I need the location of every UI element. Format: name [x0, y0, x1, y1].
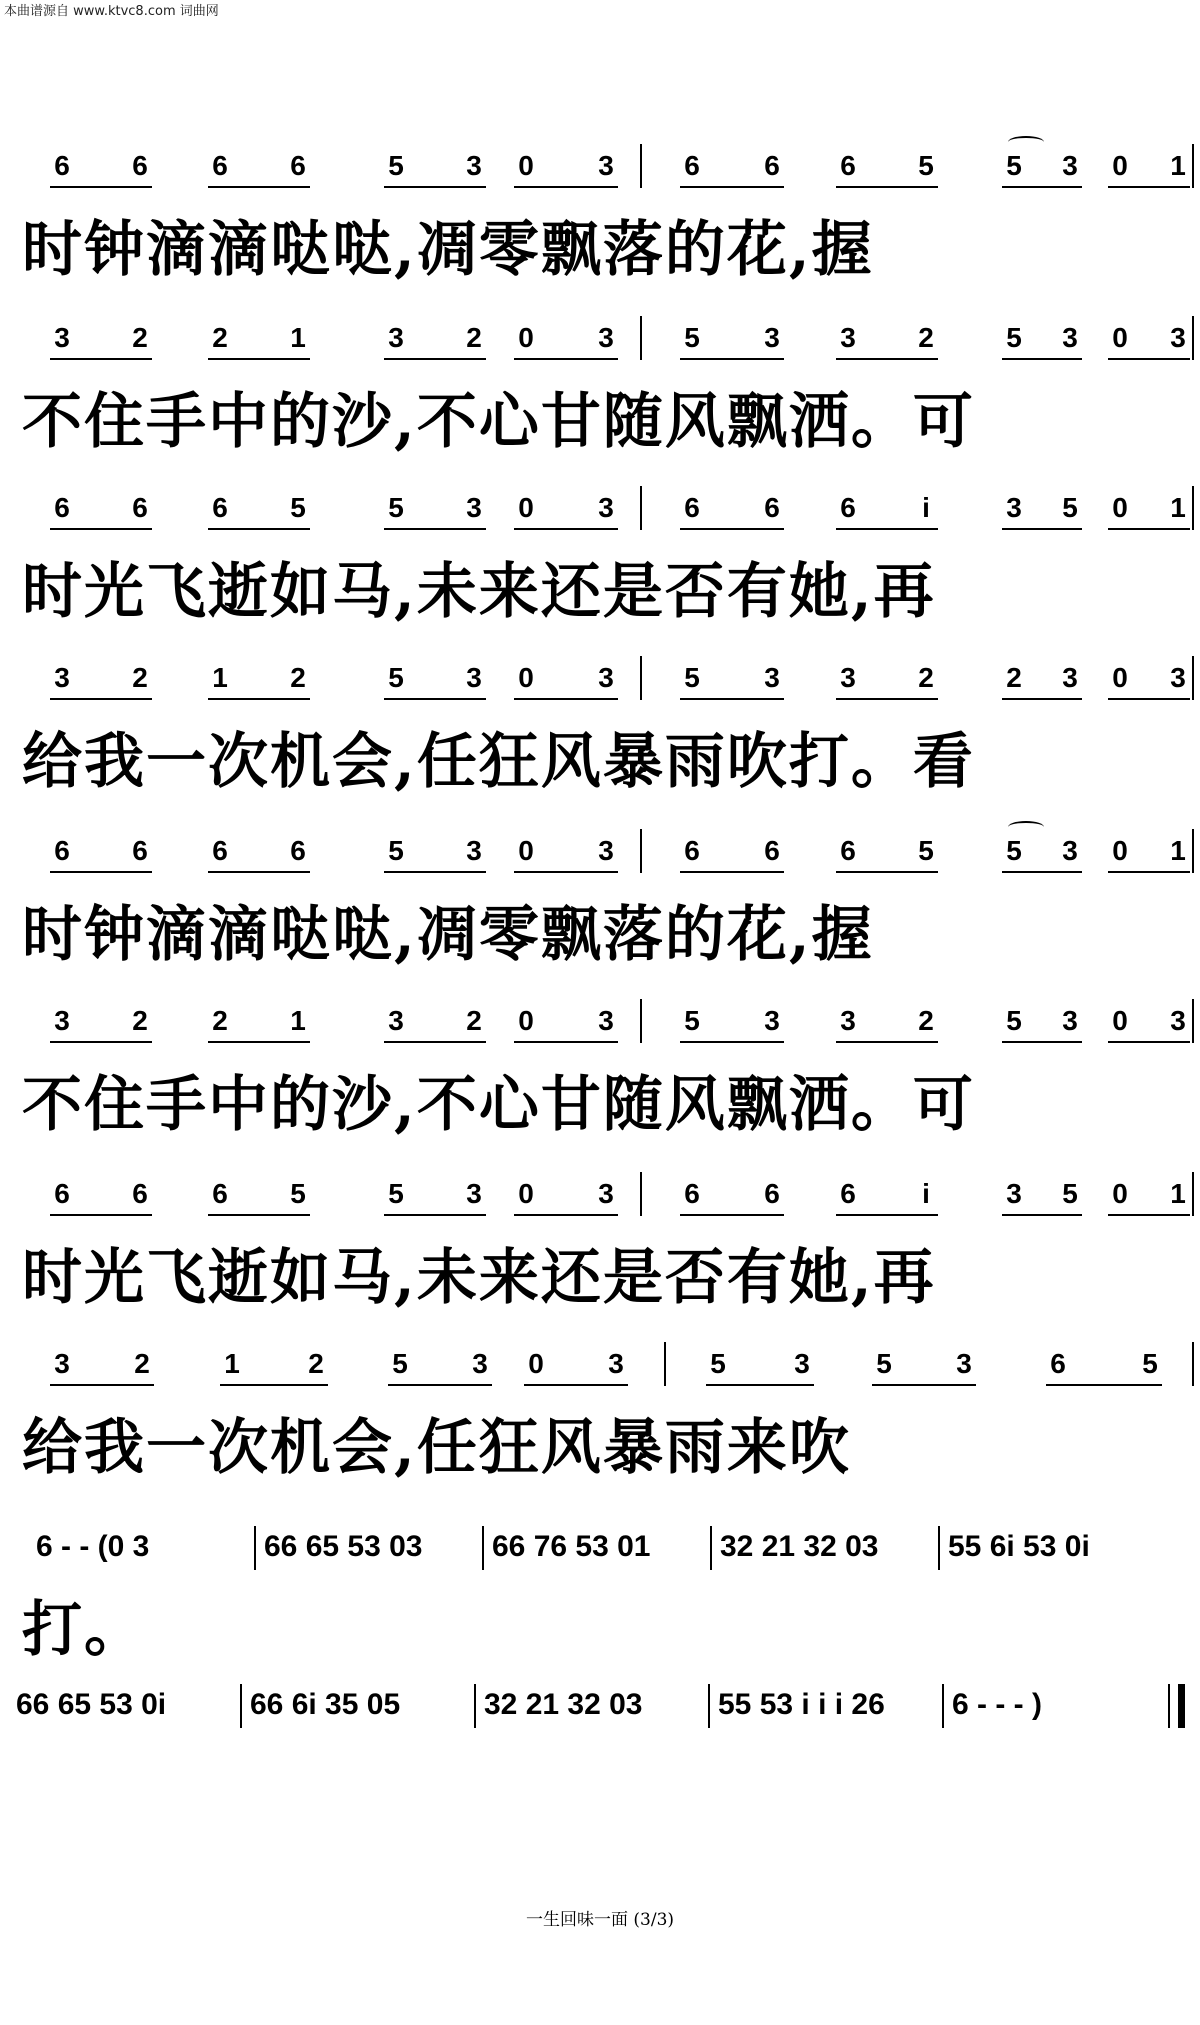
note: 2 [918, 322, 934, 353]
beam-underline [836, 1214, 938, 1216]
notation-row [0, 1178, 1200, 1218]
note: 3 [598, 1178, 614, 1209]
notation-row [0, 1005, 1200, 1045]
beam-underline [50, 698, 152, 700]
note: 2 [134, 1348, 150, 1379]
beam-underline [836, 698, 938, 700]
beam-underline [1108, 358, 1190, 360]
note: 1 [212, 662, 228, 693]
beam-underline [1108, 698, 1190, 700]
note: 6 [840, 835, 856, 866]
note: 2 [466, 322, 482, 353]
note: 2 [918, 662, 934, 693]
note: 5 [710, 1348, 726, 1379]
note: 6 [212, 835, 228, 866]
beam-underline [208, 186, 310, 188]
note: i [922, 1178, 930, 1209]
beam-underline [514, 871, 618, 873]
beam-underline [50, 528, 152, 530]
note: 6 [212, 492, 228, 523]
beam-underline [514, 358, 618, 360]
note: 2 [132, 1005, 148, 1036]
lyric-line: 时钟滴滴哒哒,凋零飘落的花,握 [22, 900, 874, 970]
beam-underline [208, 528, 310, 530]
beam-underline [208, 1041, 310, 1043]
note: 2 [308, 1348, 324, 1379]
note: 0 [518, 662, 534, 693]
note: 3 [956, 1348, 972, 1379]
beam-underline [1002, 1214, 1082, 1216]
notation-row [0, 150, 1200, 190]
beam-underline [1002, 698, 1082, 700]
note: 3 [466, 150, 482, 181]
note: 0 [1112, 662, 1128, 693]
note: 2 [1006, 662, 1022, 693]
beam-underline [220, 1384, 328, 1386]
notation-row [0, 835, 1200, 875]
note: 6 [764, 835, 780, 866]
tie-mark [1008, 821, 1044, 833]
note: 3 [764, 322, 780, 353]
lyric-line: 给我一次机会,任狂风暴雨吹打。看 [22, 727, 975, 797]
note: 6 [54, 150, 70, 181]
beam-underline [836, 358, 938, 360]
note: 5 [290, 492, 306, 523]
note: 5 [1006, 835, 1022, 866]
bar-line [1192, 144, 1194, 188]
note: 0 [1112, 492, 1128, 523]
note: 3 [764, 1005, 780, 1036]
beam-underline [50, 186, 152, 188]
note: 5 [684, 662, 700, 693]
note: 6 [1050, 1348, 1066, 1379]
note: 6 [764, 1178, 780, 1209]
note: 3 [1170, 662, 1186, 693]
beam-underline [1002, 358, 1082, 360]
note: 2 [132, 322, 148, 353]
beam-underline [384, 1041, 486, 1043]
note: 6 [290, 835, 306, 866]
note: 6 [132, 835, 148, 866]
note: 6 [54, 492, 70, 523]
note: 3 [794, 1348, 810, 1379]
bar-line [708, 1684, 710, 1728]
bar-line [1192, 999, 1194, 1043]
notation-row [0, 1348, 1200, 1388]
interlude-line-2 [10, 1688, 1180, 1734]
note: 3 [466, 662, 482, 693]
note: 6 [840, 1178, 856, 1209]
note: 5 [1006, 322, 1022, 353]
note: 5 [388, 150, 404, 181]
beam-underline [208, 698, 310, 700]
bar-line [1192, 486, 1194, 530]
bar-line [640, 656, 642, 700]
note: 6 [132, 150, 148, 181]
bar-line [942, 1684, 944, 1728]
beam-underline [680, 528, 784, 530]
note: 3 [388, 322, 404, 353]
bar-line [664, 1342, 666, 1386]
note: 6 [54, 835, 70, 866]
beam-underline [208, 358, 310, 360]
note: 3 [598, 322, 614, 353]
beam-underline [514, 186, 618, 188]
note: 1 [290, 322, 306, 353]
note: 6 [132, 492, 148, 523]
bar-line [482, 1526, 484, 1570]
note: 3 [840, 662, 856, 693]
lyric-line: 不住手中的沙,不心甘随风飘洒。可 [22, 1070, 975, 1140]
note: 5 [392, 1348, 408, 1379]
bar-line [640, 999, 642, 1043]
note: 3 [1062, 322, 1078, 353]
note: 1 [1170, 1178, 1186, 1209]
note: 5 [1062, 1178, 1078, 1209]
note: 0 [518, 492, 534, 523]
note: 6 [684, 1178, 700, 1209]
note: 6 [684, 835, 700, 866]
beam-underline [836, 528, 938, 530]
measure: 32 21 32 03 [484, 1688, 643, 1721]
note: 3 [472, 1348, 488, 1379]
beam-underline [1002, 871, 1082, 873]
note: 3 [1006, 492, 1022, 523]
note: 6 [764, 492, 780, 523]
lyric-line-end: 打。 [22, 1595, 146, 1665]
beam-underline [514, 528, 618, 530]
note: 1 [224, 1348, 240, 1379]
bar-line [640, 829, 642, 873]
note: 3 [598, 492, 614, 523]
notation-row [0, 322, 1200, 362]
bar-line [710, 1526, 712, 1570]
measure: 6 - - - ) [952, 1688, 1042, 1721]
interlude-line-1 [30, 1530, 1170, 1576]
beam-underline [388, 1384, 492, 1386]
measure: 32 21 32 03 [720, 1530, 879, 1563]
bar-line [640, 486, 642, 530]
beam-underline [1002, 1041, 1082, 1043]
measure: 66 65 53 03 [264, 1530, 423, 1563]
note: 3 [598, 835, 614, 866]
note: 3 [1170, 1005, 1186, 1036]
beam-underline [50, 871, 152, 873]
beam-underline [836, 1041, 938, 1043]
note: 3 [840, 322, 856, 353]
note: 6 [212, 150, 228, 181]
note: 3 [54, 662, 70, 693]
note: 3 [1062, 150, 1078, 181]
beam-underline [836, 186, 938, 188]
final-barline-thin [1168, 1684, 1170, 1728]
note: 2 [132, 662, 148, 693]
note: 3 [466, 492, 482, 523]
beam-underline [384, 186, 486, 188]
beam-underline [208, 1214, 310, 1216]
final-barline [1178, 1684, 1185, 1728]
note: 5 [290, 1178, 306, 1209]
beam-underline [680, 358, 784, 360]
beam-underline [836, 871, 938, 873]
beam-underline [384, 871, 486, 873]
note: 5 [388, 662, 404, 693]
page-footer: 一生回味一面 (3/3) [525, 1910, 675, 1930]
lyric-line: 不住手中的沙,不心甘随风飘洒。可 [22, 387, 975, 457]
beam-underline [680, 871, 784, 873]
bar-line [1192, 1172, 1194, 1216]
beam-underline [680, 186, 784, 188]
source-header: 本曲谱源自 www.ktvc8.com 词曲网 [4, 4, 219, 19]
measure: 55 53 i i i 26 [718, 1688, 885, 1721]
note: 6 [764, 150, 780, 181]
measure: 66 6i 35 05 [250, 1688, 401, 1721]
beam-underline [1046, 1384, 1162, 1386]
note: 6 [840, 492, 856, 523]
bar-line [1192, 1342, 1194, 1386]
bar-line [240, 1684, 242, 1728]
note: 5 [388, 492, 404, 523]
note: 1 [1170, 835, 1186, 866]
beam-underline [514, 698, 618, 700]
beam-underline [384, 698, 486, 700]
notation-row [0, 492, 1200, 532]
note: 6 [212, 1178, 228, 1209]
beam-underline [384, 358, 486, 360]
measure: 66 65 53 0i [16, 1688, 167, 1721]
beam-underline [1108, 528, 1190, 530]
note: 6 [132, 1178, 148, 1209]
note: 1 [290, 1005, 306, 1036]
beam-underline [514, 1214, 618, 1216]
lyric-line: 给我一次机会,任狂风暴雨来吹 [22, 1413, 851, 1483]
note: 0 [528, 1348, 544, 1379]
note: 2 [212, 322, 228, 353]
note: 6 [840, 150, 856, 181]
note: 0 [1112, 150, 1128, 181]
beam-underline [50, 1384, 154, 1386]
beam-underline [1108, 186, 1190, 188]
bar-line [1192, 316, 1194, 360]
note: 3 [1006, 1178, 1022, 1209]
bar-line [640, 316, 642, 360]
note: 3 [1062, 662, 1078, 693]
note: 0 [518, 1178, 534, 1209]
beam-underline [1002, 528, 1082, 530]
notation-row [0, 662, 1200, 702]
beam-underline [524, 1384, 628, 1386]
beam-underline [50, 1041, 152, 1043]
note: 3 [598, 1005, 614, 1036]
note: 3 [598, 150, 614, 181]
note: 0 [1112, 835, 1128, 866]
beam-underline [680, 1214, 784, 1216]
note: 3 [840, 1005, 856, 1036]
note: 3 [1170, 322, 1186, 353]
tie-mark [1008, 136, 1044, 148]
note: 5 [1006, 150, 1022, 181]
beam-underline [872, 1384, 976, 1386]
measure: 55 6i 53 0i [948, 1530, 1090, 1563]
note: 5 [918, 150, 934, 181]
note: 3 [1062, 835, 1078, 866]
note: 0 [1112, 1178, 1128, 1209]
note: 6 [684, 150, 700, 181]
lyric-line: 时钟滴滴哒哒,凋零飘落的花,握 [22, 215, 874, 285]
note: 2 [466, 1005, 482, 1036]
measure: 66 76 53 01 [492, 1530, 651, 1563]
beam-underline [1002, 186, 1082, 188]
lyric-line: 时光飞逝如马,未来还是否有她,再 [22, 1243, 936, 1313]
beam-underline [1108, 871, 1190, 873]
note: 3 [764, 662, 780, 693]
note: 0 [518, 322, 534, 353]
note: 6 [54, 1178, 70, 1209]
note: 5 [684, 1005, 700, 1036]
note: 3 [54, 1005, 70, 1036]
beam-underline [50, 358, 152, 360]
note: 0 [518, 1005, 534, 1036]
note: 3 [608, 1348, 624, 1379]
bar-line [640, 1172, 642, 1216]
note: 1 [1170, 150, 1186, 181]
note: 3 [1062, 1005, 1078, 1036]
note: 5 [388, 1178, 404, 1209]
bar-line [1192, 829, 1194, 873]
note: 3 [466, 1178, 482, 1209]
note: 3 [598, 662, 614, 693]
note: 5 [1142, 1348, 1158, 1379]
bar-line [938, 1526, 940, 1570]
note: 3 [388, 1005, 404, 1036]
note: 5 [918, 835, 934, 866]
note: 6 [290, 150, 306, 181]
note: 5 [1062, 492, 1078, 523]
note: 3 [54, 1348, 70, 1379]
note: 5 [388, 835, 404, 866]
bar-line [474, 1684, 476, 1728]
beam-underline [680, 1041, 784, 1043]
note: 0 [518, 150, 534, 181]
beam-underline [514, 1041, 618, 1043]
beam-underline [680, 698, 784, 700]
note: i [922, 492, 930, 523]
note: 3 [466, 835, 482, 866]
note: 0 [518, 835, 534, 866]
measure: 6 - - (0 3 [36, 1530, 150, 1563]
note: 2 [212, 1005, 228, 1036]
bar-line [1192, 656, 1194, 700]
beam-underline [1108, 1214, 1190, 1216]
note: 3 [54, 322, 70, 353]
beam-underline [384, 1214, 486, 1216]
note: 5 [1006, 1005, 1022, 1036]
beam-underline [208, 871, 310, 873]
bar-line [254, 1526, 256, 1570]
note: 6 [684, 492, 700, 523]
note: 1 [1170, 492, 1186, 523]
note: 2 [918, 1005, 934, 1036]
note: 2 [290, 662, 306, 693]
note: 5 [684, 322, 700, 353]
beam-underline [50, 1214, 152, 1216]
lyric-line: 时光飞逝如马,未来还是否有她,再 [22, 557, 936, 627]
note: 0 [1112, 1005, 1128, 1036]
note: 0 [1112, 322, 1128, 353]
note: 5 [876, 1348, 892, 1379]
bar-line [640, 144, 642, 188]
beam-underline [1108, 1041, 1190, 1043]
beam-underline [384, 528, 486, 530]
beam-underline [706, 1384, 814, 1386]
